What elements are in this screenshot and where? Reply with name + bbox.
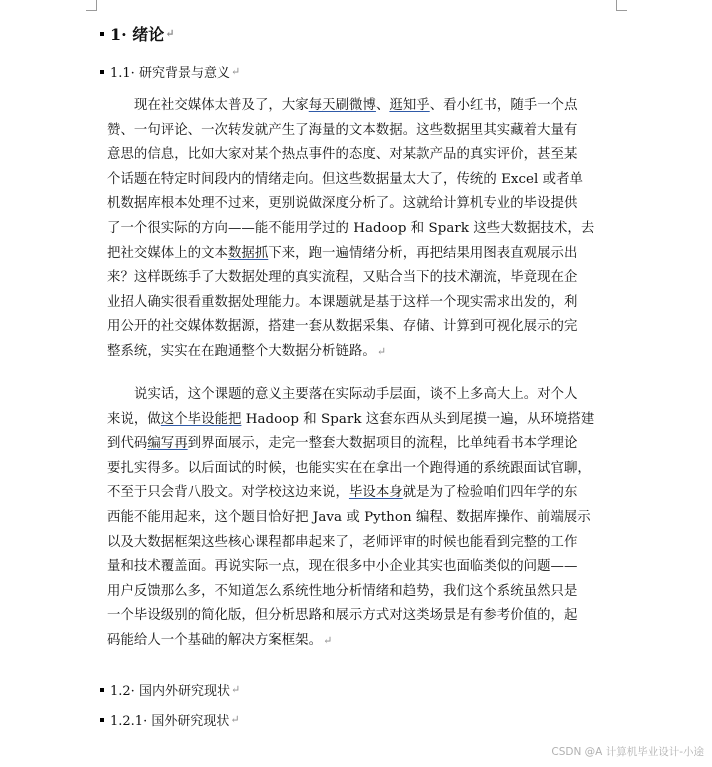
- text-run: 说实话，这个课题的意义主要落在实际动手层面，谈不上多高大上。对个人: [134, 387, 578, 402]
- paragraph-line: [107, 192, 607, 217]
- heading-bullet-icon: [100, 70, 104, 74]
- text-run: 下来，跑一遍情绪分析，再把结果用图表直观展示出: [268, 245, 578, 261]
- watermark: CSDN @A 计算机毕业设计-小途: [551, 746, 704, 758]
- text-run: 个话题在特定时间段内的情绪走向。但这些数据量太大了，传统的 Excel 或者单: [107, 171, 583, 187]
- heading-1-2-1: [100, 710, 240, 729]
- paragraph-line: [107, 143, 607, 168]
- text-run: 机数据库根本处理不过来，更别说做深度分析了。这就给计算机专业的毕设提供: [107, 196, 578, 212]
- text-run: 赞、一句评论、一次转发就产生了海量的文本数据。这些数据里其实藏着大量有: [107, 122, 578, 138]
- paragraph-line: [107, 555, 607, 580]
- heading-1-1: [100, 62, 240, 81]
- text-run: 意思的信息，比如大家对某个热点事件的态度、对某款产品的真实评价，甚至某: [107, 147, 578, 163]
- text-run: 到代码: [107, 436, 148, 452]
- paragraph-mark-icon: ↵: [165, 27, 175, 40]
- paragraph-line: [107, 340, 607, 365]
- underlined-text: 毕设本身: [348, 485, 403, 501]
- underlined-text: 逛知乎: [389, 98, 430, 113]
- text-run: 量和技术覆盖面。再说实际一点，现在很多中小企业其实也面临类似的问题——: [107, 559, 578, 575]
- underlined-text: 这个毕设能把: [160, 411, 242, 427]
- heading-1-2-text: 1.2· 国内外研究现状: [110, 684, 230, 699]
- paragraph-line: [107, 531, 607, 556]
- paragraph-line: [107, 217, 607, 242]
- text-run: 一个毕设级别的简化版，但分析思路和展示方式对这类场景是有参考价值的，起: [107, 608, 578, 624]
- text-run: 业招人确实很看重数据处理能力。本课题就是基于这样一个现实需求出发的，利: [107, 294, 578, 310]
- paragraph-line: [107, 604, 607, 629]
- crop-mark-top-left: [86, 0, 97, 11]
- text-run: 码能给人一个基础的解决方案框架。: [107, 632, 323, 648]
- paragraph-line: [107, 119, 607, 144]
- heading-bullet-icon: [100, 688, 104, 692]
- paragraph-background: [107, 94, 607, 365]
- paragraph-line: [107, 481, 607, 506]
- paragraph-significance: [107, 383, 607, 654]
- text-run: 以及大数据框架这些核心课程都串起来了，老师评审的时候也能看到完整的工作: [107, 534, 578, 550]
- paragraph-mark-icon: ↵: [230, 683, 241, 696]
- paragraph-line: [107, 383, 607, 408]
- paragraph-line: [107, 457, 607, 482]
- heading-1-text: 1· 绪论: [110, 25, 165, 44]
- crop-mark-top-right: [616, 0, 627, 11]
- paragraph-line: [107, 408, 607, 433]
- underlined-text: 数据抓: [227, 245, 269, 261]
- paragraph-line: [107, 266, 607, 291]
- heading-bullet-icon: [100, 32, 104, 36]
- text-run: 现在社交媒体太普及了，大家: [134, 98, 309, 113]
- heading-1-1-text: 1.1· 研究背景与意义: [110, 66, 230, 81]
- text-run: 用公开的社交媒体数据源，搭建一套从数据采集、存储、计算到可视化展示的完: [107, 319, 578, 335]
- text-run: 要扎实得多。以后面试的时候，也能实实在在拿出一个跑得通的系统跟面试官聊，: [107, 460, 591, 476]
- paragraph-line: [107, 315, 607, 340]
- text-run: 来说，做: [107, 411, 161, 427]
- text-run: 了一个很实际的方向——能不能用学过的 Hadoop 和 Spark 这些大数据技术，去: [107, 220, 595, 236]
- paragraph-mark-icon: ↵: [376, 344, 387, 358]
- heading-bullet-icon: [100, 718, 104, 722]
- heading-1-2-1-text: 1.2.1· 国外研究现状: [110, 714, 230, 729]
- heading-1: [100, 22, 175, 45]
- paragraph-line: [107, 432, 607, 457]
- text-run: 来？这样既练手了大数据处理的真实流程，又贴合当下的技术潮流，毕竟现在企: [107, 270, 578, 286]
- text-run: 把社交媒体上的文本: [107, 245, 228, 261]
- paragraph-line: [107, 506, 607, 531]
- paragraph-line: [107, 291, 607, 316]
- text-run: 就是为了检验咱们四年学的东: [402, 485, 578, 501]
- paragraph-line: [107, 580, 607, 605]
- text-run: 用户反馈那么多，不知道怎么系统性地分析情绪和趋势，我们这个系统虽然只是: [107, 583, 578, 599]
- paragraph-mark-icon: ↵: [230, 713, 240, 726]
- text-run: 、看小红书，随手一个点: [429, 98, 578, 113]
- underlined-text: 编写再: [147, 436, 188, 452]
- heading-1-2: [100, 680, 240, 699]
- text-run: 不至于只会背八股文。对学校这边来说，: [107, 485, 349, 501]
- text-run: 整系统，实实在在跑通整个大数据分析链路。: [107, 343, 376, 359]
- text-run: 到界面展示，走完一整套大数据项目的流程，比单纯看书本学理论: [187, 436, 578, 452]
- paragraph-mark-icon: ↵: [230, 65, 241, 78]
- text-run: 西能不能用起来，这个题目恰好把 Java 或 Python 编程、数据库操作、前端展示: [107, 509, 591, 525]
- paragraph-mark-icon: ↵: [323, 633, 333, 647]
- text-run: 、: [375, 98, 390, 113]
- text-run: Hadoop 和 Spark 这套东西从头到尾摸一遍，从环境搭建: [241, 411, 595, 427]
- underlined-text: 每天刷微博: [308, 98, 376, 113]
- paragraph-line: [107, 94, 607, 119]
- paragraph-line: [107, 629, 607, 654]
- paragraph-line: [107, 168, 607, 193]
- paragraph-line: [107, 242, 607, 267]
